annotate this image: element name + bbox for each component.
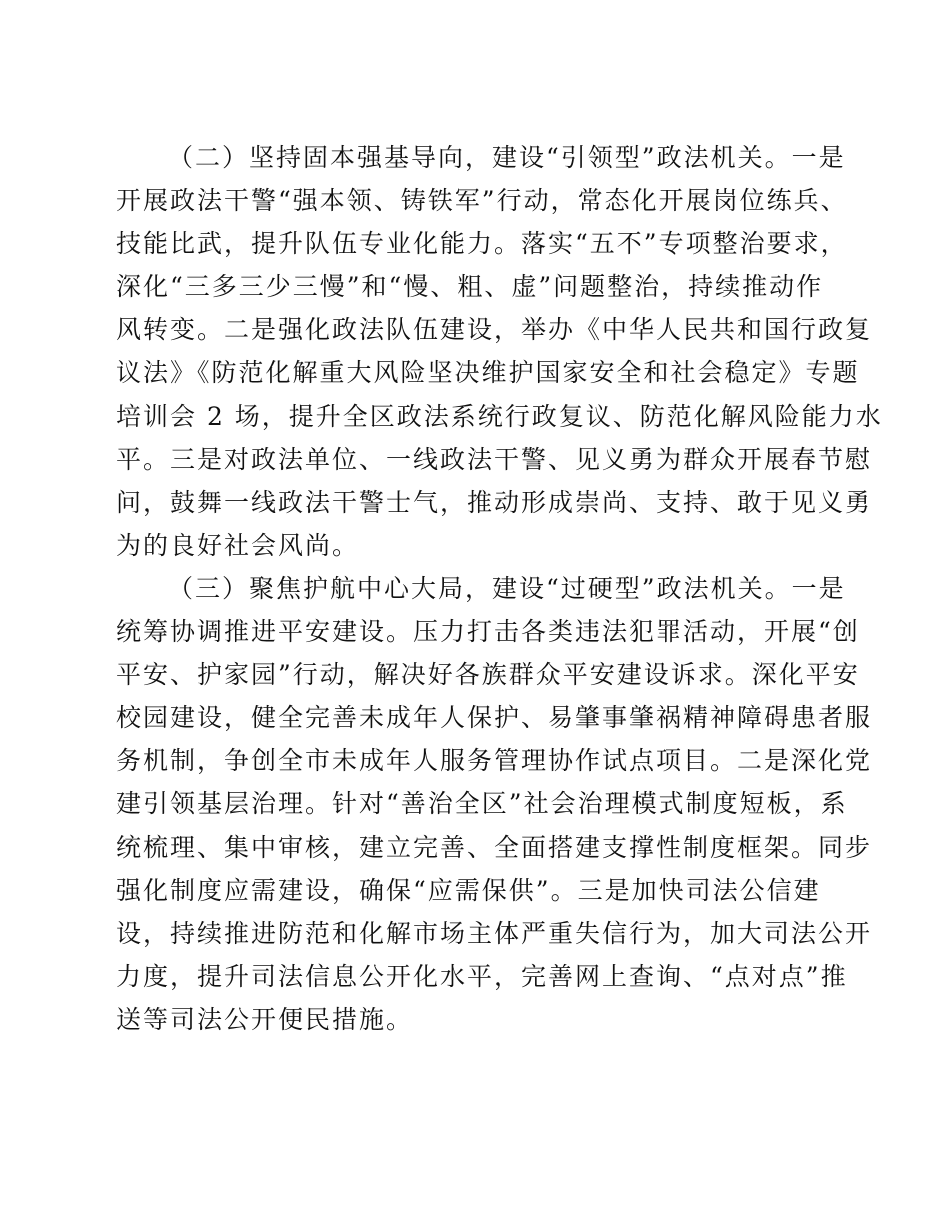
text-line: 统筹协调推进平安建设。压力打击各类违法犯罪活动，开展“创 (116, 617, 860, 647)
text-line: 设，持续推进防范和化解市场主体严重失信行为，加大司法公开 (116, 918, 873, 948)
text-line: （三）聚焦护航中心大局，建设“过硬型”政法机关。一是 (168, 573, 846, 603)
paragraph-section-three (116, 567, 873, 1041)
text-line: 务机制，争创全市未成年人服务管理协作试点项目。二是深化党 (116, 746, 873, 776)
text-line: 力度，提升司法信息公开化水平，完善网上查询、“点对点”推 (116, 961, 848, 991)
text-line: 深化“三多三少三慢”和“慢、粗、虚”问题整治，持续推动作 (116, 272, 824, 302)
text-line: 为的良好社会风尚。 (116, 530, 360, 560)
document-body (116, 136, 883, 1041)
text-line: 强化制度应需建设，确保“应需保供”。三是加快司法公信建 (116, 875, 821, 905)
text-line: 技能比武，提升队伍专业化能力。落实“五不”专项整治要求， (116, 229, 848, 259)
text-line: 建引领基层治理。针对“善治全区”社会治理模式制度短板，系 (116, 789, 848, 819)
text-line: 统梳理、集中审核，建立完善、全面搭建支撑性制度框架。同步 (116, 832, 873, 862)
text-line: 平。三是对政法单位、一线政法干警、见义勇为群众开展春节慰 (116, 444, 873, 474)
text-line: 问，鼓舞一线政法干警士气，推动形成崇尚、支持、敢于见义勇 (116, 487, 873, 517)
paragraph-section-two (116, 136, 883, 567)
text-line: 平安、护家园”行动，解决好各族群众平安建设诉求。深化平安 (116, 660, 860, 690)
text-line: 送等司法公开便民措施。 (116, 1004, 414, 1034)
text-line: 风转变。二是强化政法队伍建设，举办《中华人民共和国行政复 (116, 315, 873, 345)
text-line: 培训会 2 场，提升全区政法系统行政复议、防范化解风险能力水 (116, 401, 883, 431)
text-line: （二）坚持固本强基导向，建设“引领型”政法机关。一是 (168, 143, 846, 172)
text-line: 开展政法干警“强本领、铸铁军”行动，常态化开展岗位练兵、 (116, 186, 848, 216)
text-line: 议法》《防范化解重大风险坚决维护国家安全和社会稳定》专题 (116, 358, 860, 388)
text-line: 校园建设，健全完善未成年人保护、易肇事肇祸精神障碍患者服 (116, 703, 873, 733)
